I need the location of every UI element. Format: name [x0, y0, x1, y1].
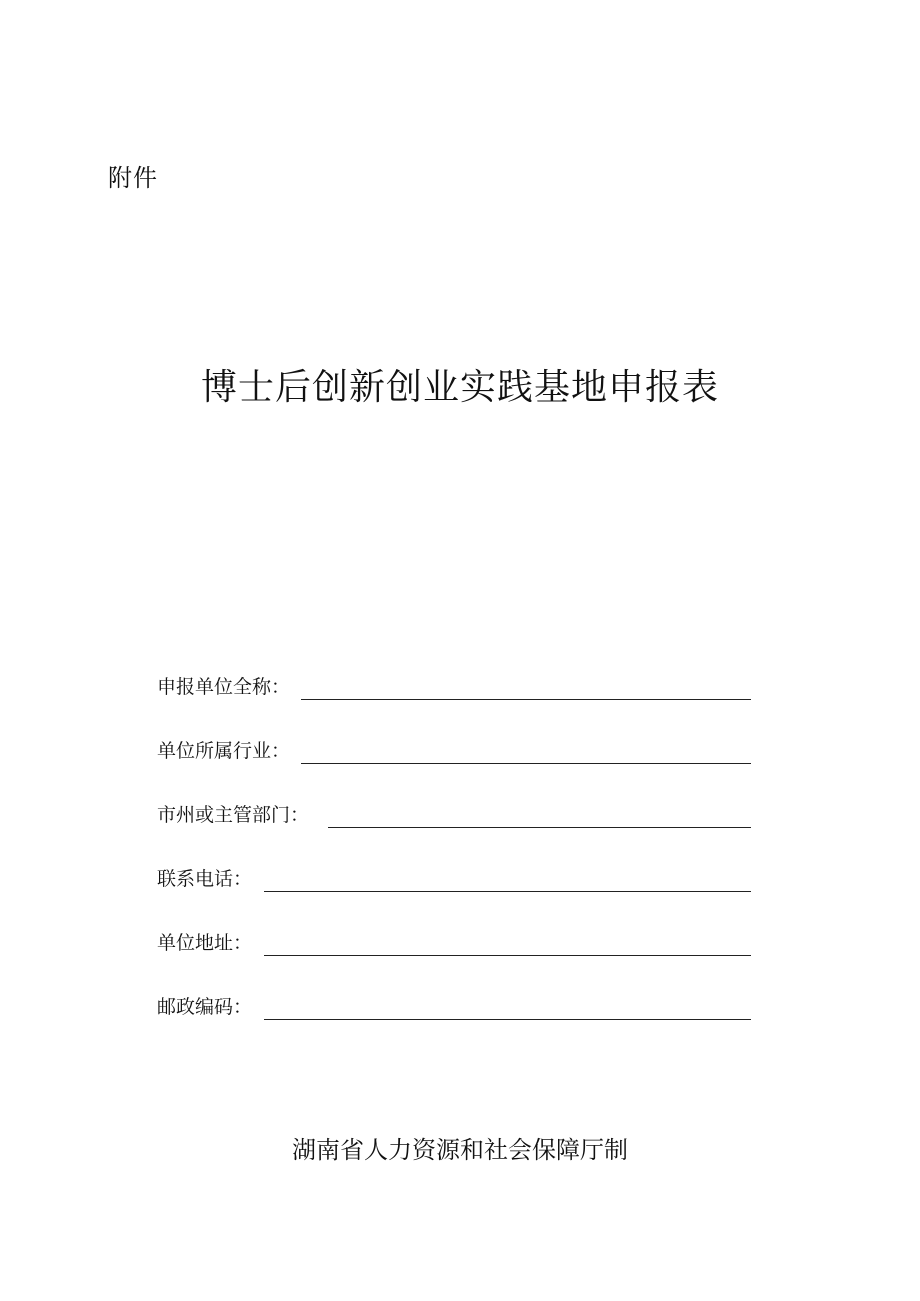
field-address [157, 926, 751, 960]
field-phone [157, 862, 751, 896]
field-label: 单位地址： [157, 932, 253, 954]
field-label: 联系电话： [157, 868, 253, 890]
field-city-or-department [157, 798, 751, 832]
fill-in-line[interactable] [328, 827, 751, 828]
field-applicant-full-name [157, 670, 751, 704]
form-title: 博士后创新创业实践基地申报表 [200, 367, 719, 408]
issuer-footer: 湖南省人力资源和社会保障厅制 [292, 1136, 628, 1164]
fill-in-line[interactable] [264, 955, 751, 956]
fill-in-line[interactable] [264, 1019, 751, 1020]
fill-in-line[interactable] [301, 699, 751, 700]
field-label: 单位所属行业： [157, 740, 291, 762]
field-industry [157, 734, 751, 768]
fill-in-line[interactable] [301, 763, 751, 764]
field-postal-code [157, 990, 751, 1024]
fill-in-line[interactable] [264, 891, 751, 892]
field-label: 邮政编码： [157, 996, 253, 1018]
field-label: 申报单位全称： [157, 676, 291, 698]
field-label: 市州或主管部门： [157, 804, 310, 826]
attachment-label: 附件 [108, 164, 158, 192]
